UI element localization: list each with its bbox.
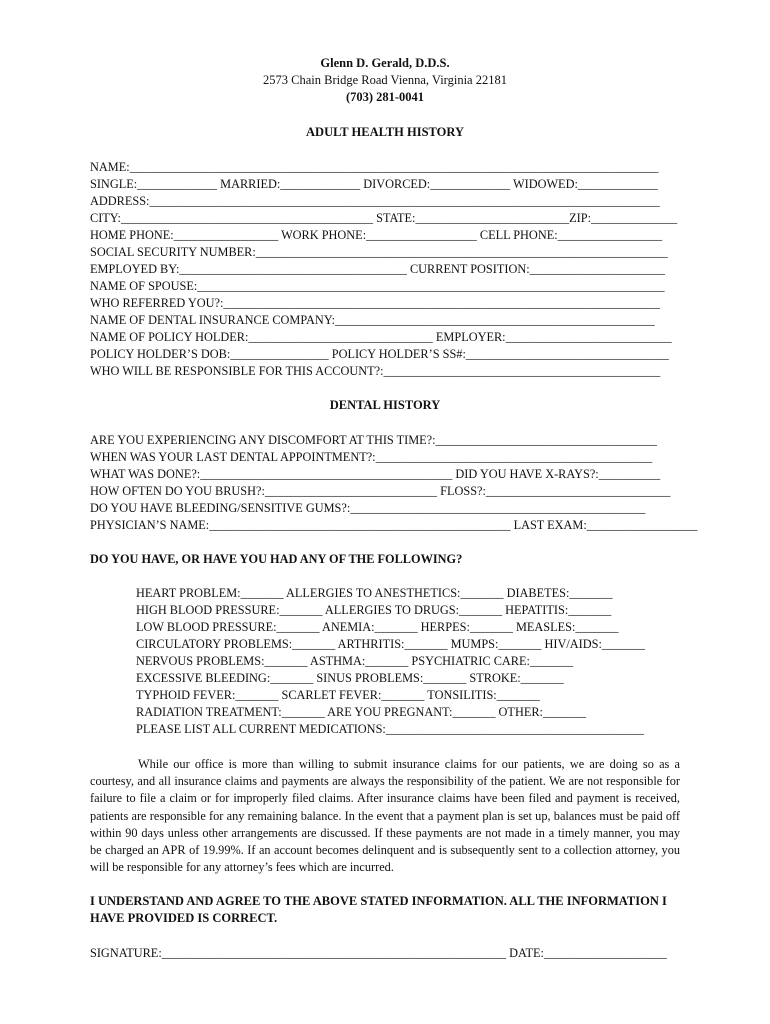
condition-row[interactable]: HIGH BLOOD PRESSURE:_______ ALLERGIES TO DRUGS:_______ HEPATITIS:_______: [136, 603, 612, 617]
form-title: ADULT HEALTH HISTORY: [306, 125, 464, 139]
phone-fields[interactable]: HOME PHONE:_________________ WORK PHONE:__________________ CELL PHONE:_________________: [90, 228, 663, 242]
policy-holder-field[interactable]: NAME OF POLICY HOLDER:______________________________ EMPLOYER:___________________________: [90, 330, 672, 344]
practice-phone: (703) 281-0041: [345, 90, 425, 104]
referral-field[interactable]: WHO REFERRED YOU?:_______________________________________________________________________: [90, 296, 660, 310]
last-appointment-field[interactable]: WHEN WAS YOUR LAST DENTAL APPOINTMENT?:_____________________________________________: [90, 450, 653, 464]
ssn-field[interactable]: SOCIAL SECURITY NUMBER:___________________________________________________________________: [90, 245, 668, 259]
gums-field[interactable]: DO YOU HAVE BLEEDING/SENSITIVE GUMS?:________________________________________________: [90, 501, 646, 515]
condition-row[interactable]: EXCESSIVE BLEEDING:_______ SINUS PROBLEMS:_______ STROKE:_______: [136, 671, 564, 685]
insurance-policy-paragraph: While our office is more than willing to submit insurance claims for our patients, we are doing so as a courtesy, and all insurance claims and payments are always the responsibility of the patient. We are not responsible for failure to file a claim or for improperly filed claims. After insurance claims have been filed and payment is received, patients are responsible for any remaining balance. In the event that a payment plan is set up, balances must be paid off within 90 days unless other arrangements are discussed. If these payments are not made in a timely manner, you may be charged an APR of 19.99%. If an account becomes delinquent and is subsequently sent to a collection attorney, you will be responsible for any attorney’s fees which are incurred.: [90, 757, 680, 875]
brushing-field[interactable]: HOW OFTEN DO YOU BRUSH?:____________________________ FLOSS?:______________________________: [90, 484, 671, 498]
marital-status-field[interactable]: SINGLE:_____________ MARRIED:_____________ DIVORCED:_____________ WIDOWED:_____________: [90, 177, 658, 191]
conditions-title: DO YOU HAVE, OR HAVE YOU HAD ANY OF THE FOLLOWING?: [90, 552, 463, 566]
responsible-party-field[interactable]: WHO WILL BE RESPONSIBLE FOR THIS ACCOUNT?:_____________________________________________: [90, 364, 661, 378]
dental-history-title: DENTAL HISTORY: [329, 398, 441, 412]
condition-row[interactable]: LOW BLOOD PRESSURE:_______ ANEMIA:_______ HERPES:_______ MEASLES:_______: [136, 620, 619, 634]
medications-field[interactable]: PLEASE LIST ALL CURRENT MEDICATIONS:__________________________________________: [136, 722, 645, 736]
condition-row[interactable]: TYPHOID FEVER:_______ SCARLET FEVER:_______ TONSILITIS:_______: [136, 688, 540, 702]
physician-field[interactable]: PHYSICIAN’S NAME:_________________________________________________ LAST EXAM:__________________: [90, 518, 698, 532]
spouse-field[interactable]: NAME OF SPOUSE:____________________________________________________________________________: [90, 279, 665, 293]
work-done-field[interactable]: WHAT WAS DONE?:_________________________________________ DID YOU HAVE X-RAYS?:__________: [90, 467, 661, 481]
discomfort-field[interactable]: ARE YOU EXPERIENCING ANY DISCOMFORT AT THIS TIME?:____________________________________: [90, 433, 657, 447]
condition-row[interactable]: CIRCULATORY PROBLEMS:_______ ARTHRITIS:_______ MUMPS:_______ HIV/AIDS:_______: [136, 637, 645, 651]
employment-field[interactable]: EMPLOYED BY:_____________________________________ CURRENT POSITION:______________________: [90, 262, 665, 276]
practice-name: Glenn D. Gerald, D.D.S.: [320, 56, 450, 70]
condition-row[interactable]: HEART PROBLEM:_______ ALLERGIES TO ANESTHETICS:_______ DIABETES:_______: [136, 586, 613, 600]
name-field[interactable]: NAME:______________________________________________________________________________________: [90, 160, 659, 174]
address-field[interactable]: ADDRESS:___________________________________________________________________________________: [90, 194, 660, 208]
practice-address: 2573 Chain Bridge Road Vienna, Virginia 22181: [263, 73, 507, 87]
condition-row[interactable]: NERVOUS PROBLEMS:_______ ASTHMA:_______ PSYCHIATRIC CARE:_______: [136, 654, 573, 668]
acknowledgement-statement: I UNDERSTAND AND AGREE TO THE ABOVE STATED INFORMATION. ALL THE INFORMATION I HAVE PROVIDED IS CORRECT.: [90, 894, 667, 925]
signature-date-field[interactable]: SIGNATURE:________________________________________________________ DATE:____________________: [90, 946, 667, 960]
insurance-company-field[interactable]: NAME OF DENTAL INSURANCE COMPANY:____________________________________________________: [90, 313, 655, 327]
condition-row[interactable]: RADIATION TREATMENT:_______ ARE YOU PREGNANT:_______ OTHER:_______: [136, 705, 586, 719]
city-state-zip-field[interactable]: CITY:_________________________________________ STATE:_________________________ZIP:______________: [90, 211, 678, 225]
policy-holder-dob-field[interactable]: POLICY HOLDER’S DOB:________________ POLICY HOLDER’S SS#:_________________________________: [90, 347, 669, 361]
